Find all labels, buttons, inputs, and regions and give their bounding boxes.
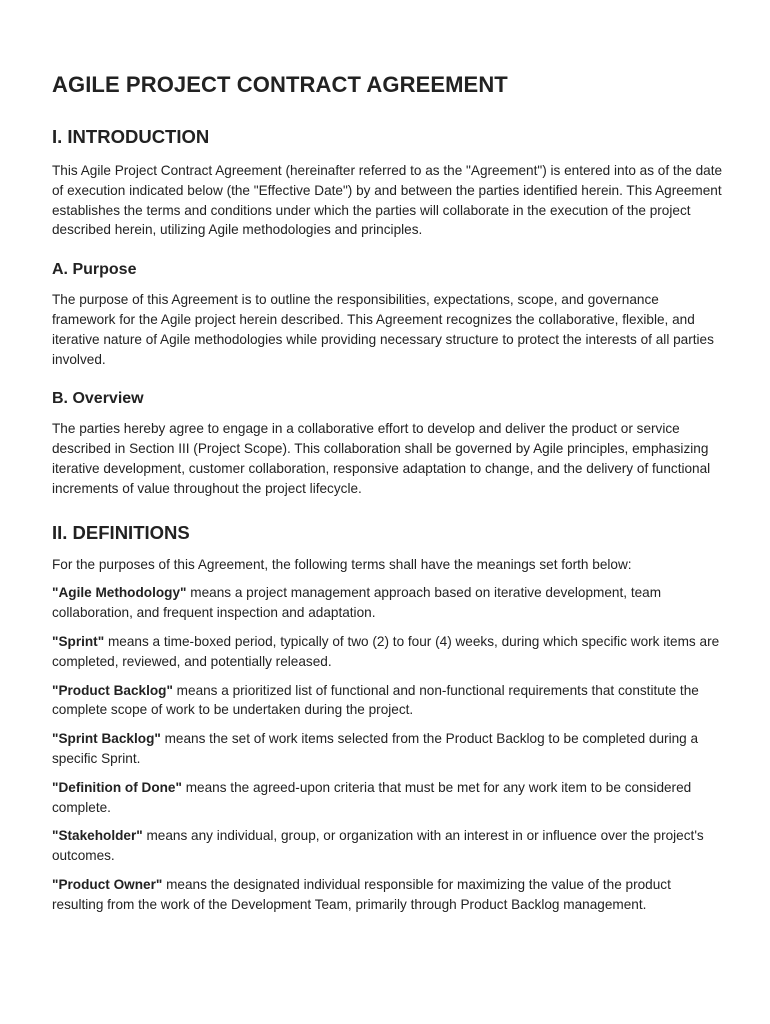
subsection-heading-overview: B. Overview: [52, 390, 144, 408]
definition-term: "Product Owner": [52, 876, 163, 892]
overview-paragraph: The parties hereby agree to engage in a collaborative effort to develop and deliver the product or service described in Section III (Project Scope). This collaboration shall be governed by Agile principles, emphasizing iterative development, customer collaboration, responsive adaptation to change, and the delivery of functional increments of value throughout the project lifecycle.: [52, 421, 711, 496]
section-heading-introduction: I. INTRODUCTION: [52, 126, 210, 147]
definition-text: means the agreed-upon criteria that must be met for any work item to be considered complete.: [52, 779, 692, 815]
section-heading-definitions: II. DEFINITIONS: [52, 521, 190, 543]
definition-term: "Sprint Backlog": [52, 731, 161, 747]
definitions-list: [52, 583, 724, 914]
definition-item: [52, 778, 724, 818]
document-title: AGILE PROJECT CONTRACT AGREEMENT: [52, 72, 508, 97]
definition-item: [52, 632, 724, 672]
definition-item: [52, 681, 724, 721]
definition-term: "Agile Methodology": [52, 585, 187, 601]
definition-term: "Stakeholder": [52, 828, 143, 844]
document-page: [52, 70, 724, 915]
definition-text: means any individual, group, or organization with an interest in or influence over the project's outcomes.: [52, 828, 704, 864]
subsection-heading-purpose: A. Purpose: [52, 261, 137, 279]
definition-item: [52, 826, 724, 866]
definition-text: means a project management approach based on iterative development, team collaboration, and frequent inspection and adaptation.: [52, 585, 662, 621]
introduction-paragraph: This Agile Project Contract Agreement (hereinafter referred to as the "Agreement") is entered into as of the date of execution indicated below (the "Effective Date") by and between the parties identified herein. This Agreement establishes the terms and conditions under which the parties will collaborate in the execution of the project described herein, utilizing Agile methodologies and principles.: [52, 163, 723, 238]
definition-item: [52, 583, 724, 623]
definition-term: "Definition of Done": [52, 779, 182, 795]
definition-text: means a time-boxed period, typically of two (2) to four (4) weeks, during which specific work items are completed, reviewed, and potentially released.: [52, 633, 720, 669]
purpose-paragraph: The purpose of this Agreement is to outline the responsibilities, expectations, scope, and governance framework for the Agile project herein described. This Agreement recognizes the collaborative, flexible, and iterative nature of Agile methodologies while providing necessary structure to protect the interests of all parties involved.: [52, 292, 714, 367]
definition-term: "Product Backlog": [52, 682, 173, 698]
definition-item: [52, 875, 724, 915]
definitions-intro-paragraph: For the purposes of this Agreement, the following terms shall have the meanings set forth below:: [52, 556, 632, 572]
definition-text: means the designated individual responsible for maximizing the value of the product resulting from the work of the Development Team, primarily through Product Backlog management.: [52, 876, 671, 912]
definition-text: means the set of work items selected from the Product Backlog to be completed during a specific Sprint.: [52, 731, 699, 766]
definition-text: means a prioritized list of functional and non-functional requirements that constitute the complete scope of work to be undertaken during the project.: [52, 682, 699, 718]
definition-term: "Sprint": [52, 633, 105, 649]
definition-item: [52, 729, 724, 769]
